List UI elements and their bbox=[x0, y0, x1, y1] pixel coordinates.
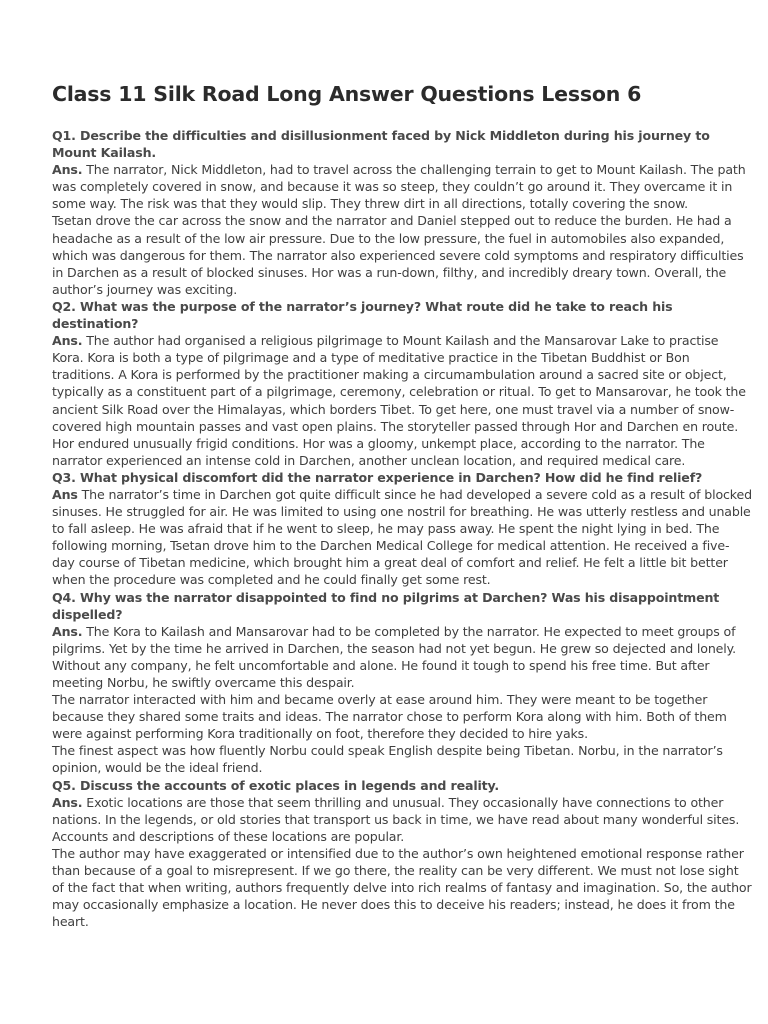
answer-2-para-1 bbox=[52, 332, 752, 469]
answer-label: Ans. bbox=[52, 333, 83, 349]
qa-content bbox=[52, 127, 752, 930]
answer-2-text-1: The author had organised a religious pilgrimage to Mount Kailash and the Mansarovar Lake to practise Kora. Kora is both a type of pilgrimage and a type of meditative practice in the Tibetan Buddhist or Bon traditions. A Kora is performed by the practitioner making a circumambulation around a sacred site or object, typically as a constituent part of a pilgrimage, ceremony, celebration or ritual. To get to Mansarovar, he took the ancient Silk Road over the Himalayas, which borders Tibet. To get here, one must travel via a number of snow-covered high mountain passes and vast open plains. The storyteller passed through Hor and Darchen en route. Hor endured unusually frigid conditions. Hor was a gloomy, unkempt place, according to the narrator. The narrator experienced an intense cold in Darchen, another unclean location, and required medical care. bbox=[52, 333, 746, 468]
answer-5-text-1: Exotic locations are those that seem thrilling and unusual. They occasionally have connections to other nations. In the legends, or old stories that transport us back in time, we have read about many wonderful sites. Accounts and descriptions of these locations are popular. bbox=[52, 794, 740, 844]
answer-label: Ans bbox=[52, 486, 78, 502]
question-3: Q3. What physical discomfort did the narrator experience in Darchen? How did he find relief? bbox=[52, 469, 703, 485]
answer-3-para-1 bbox=[52, 486, 752, 589]
page-title: Class 11 Silk Road Long Answer Questions Lesson 6 bbox=[52, 82, 642, 106]
answer-label: Ans. bbox=[52, 162, 83, 178]
document-page bbox=[52, 80, 752, 930]
answer-1-para-2: Tsetan drove the car across the snow and the narrator and Daniel stepped out to reduce the burden. He had a headache as a result of the low air pressure. Due to the low pressure, the fuel in automobiles also expanded, which was dangerous for them. The narrator also experienced severe cold symptoms and respiratory difficulties in Darchen as a result of blocked sinuses. Hor was a run-down, filthy, and incredibly dreary town. Overall, the author’s journey was exciting. bbox=[52, 213, 744, 297]
question-2: Q2. What was the purpose of the narrator’s journey? What route did he take to reach his destination? bbox=[52, 298, 673, 332]
question-4: Q4. Why was the narrator disappointed to find no pilgrims at Darchen? Was his disappointment dispelled? bbox=[52, 589, 720, 622]
answer-label: Ans. bbox=[52, 623, 83, 639]
question-1: Q1. Describe the difficulties and disillusionment faced by Nick Middleton during his journey to Mount Kailash. bbox=[52, 128, 710, 161]
answer-4-para-2: The narrator interacted with him and became overly at ease around him. They were meant to be together because they shared some traits and ideas. The narrator chose to perform Kora along with him. Both of them were against performing Kora traditionally on foot, therefore they decided to hire yaks. bbox=[52, 692, 727, 742]
answer-label: Ans. bbox=[52, 794, 83, 810]
answer-5-para-1 bbox=[52, 794, 752, 845]
answer-4-para-3: The finest aspect was how fluently Norbu could speak English despite being Tibetan. Norbu, in the narrator’s opinion, would be the ideal friend. bbox=[52, 743, 723, 776]
answer-3-text-1: The narrator’s time in Darchen got quite difficult since he had developed a severe cold as a result of blocked sinuses. He struggled for air. He was limited to using one nostril for breathing. He was utterly restless and unable to fall asleep. He was afraid that if he went to sleep, he may pass away. He spent the night lying in bed. The following morning, Tsetan drove him to the Darchen Medical College for medical attention. He received a five-day course of Tibetan medicine, which brought him a great deal of comfort and relief. He felt a little bit better when the procedure was completed and he could finally get some rest. bbox=[52, 486, 752, 588]
answer-5-para-2: The author may have exaggerated or intensified due to the author’s own heightened emotional response rather than because of a goal to misrepresent. If we go there, the reality can be very different. We must not lose sight of the fact that when writing, authors frequently delve into rich realms of fantasy and imagination. So, the author may occasionally emphasize a location. He never does this to deceive his readers; instead, he does it from the heart. bbox=[52, 845, 752, 930]
answer-4-para-1 bbox=[52, 623, 752, 691]
question-5: Q5. Discuss the accounts of exotic places in legends and reality. bbox=[52, 777, 500, 793]
answer-4-text-1: The Kora to Kailash and Mansarovar had to be completed by the narrator. He expected to meet groups of pilgrims. Yet by the time he arrived in Darchen, the season had not yet begun. He grew so dejected and lonely. Without any company, he felt uncomfortable and alone. He found it tough to spend his free time. But after meeting Norbu, he swiftly overcame this despair. bbox=[52, 623, 736, 690]
answer-1-para-1 bbox=[52, 161, 752, 212]
answer-1-text-1: The narrator, Nick Middleton, had to travel across the challenging terrain to get to Mount Kailash. The path was completely covered in snow, and because it was so steep, they couldn’t go around it. They overcame it in some way. The risk was that they would slip. They threw dirt in all directions, totally covering the snow. bbox=[52, 162, 746, 212]
